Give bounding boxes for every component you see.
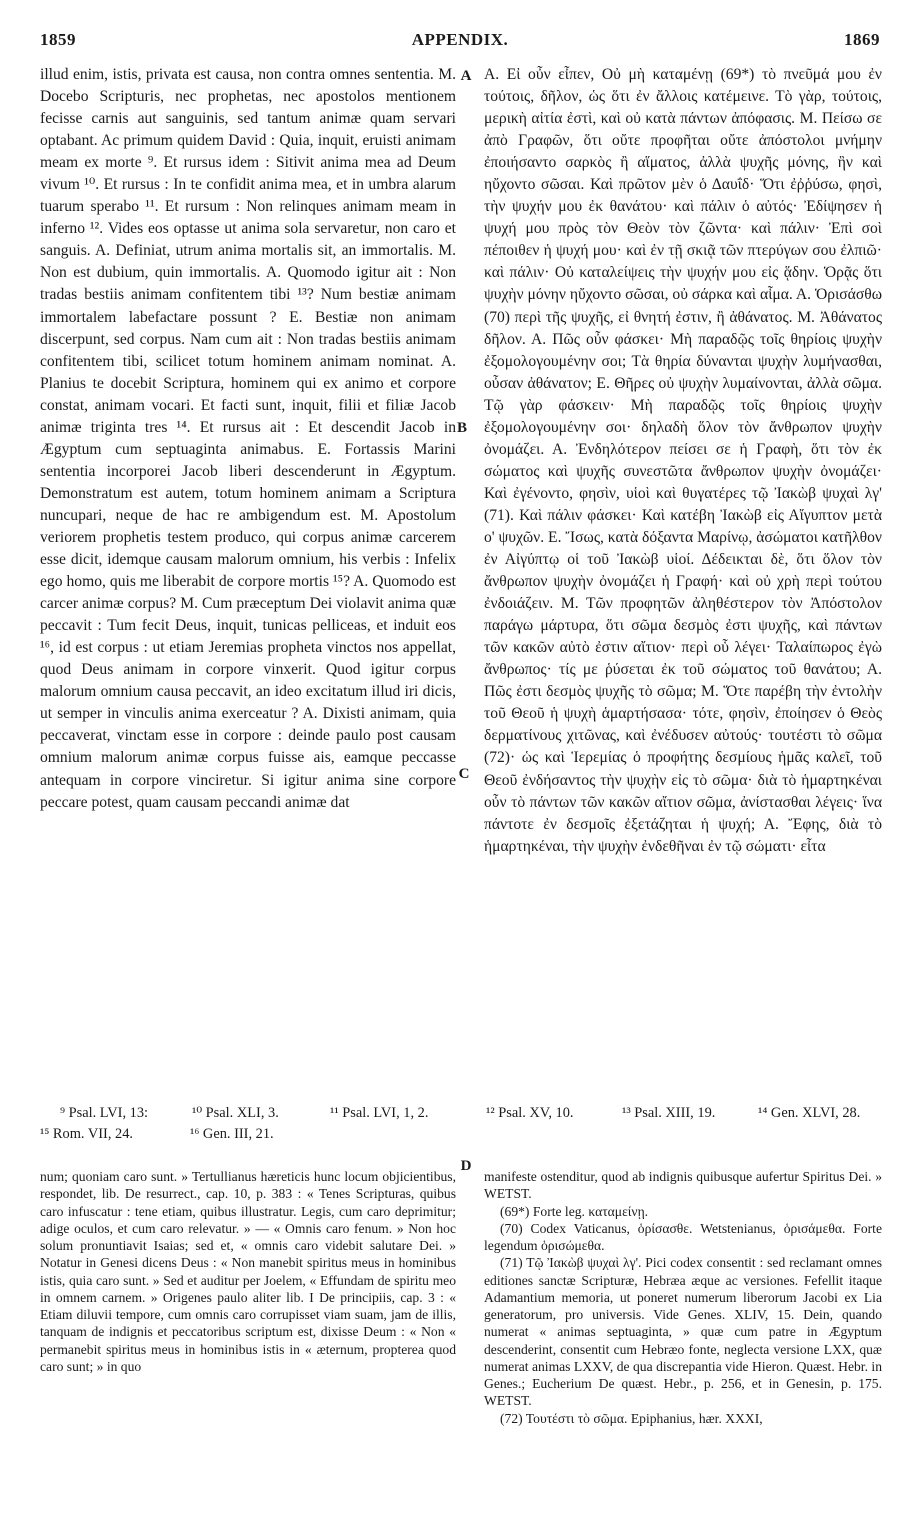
margin-letter-b: B bbox=[456, 420, 467, 436]
note-69: (69*) Forte leg. καταμείνῃ. bbox=[500, 1203, 649, 1219]
latin-text: illud enim, istis, privata est causa, non contra omnes sententia. M. Docebo Scripturis, nec prophetas, nec apostolos mentionem fecisse carnis aut sanguinis, sed tantum animæ quam servari optabant. Ac primum quidem David : Quia, inquit, eruisti animam meam ex morte ⁹. Et rursus idem : Sitivit anima mea ad Deum vivum ¹⁰. Et rursus : In te confidit anima mea, et in umbra alarum tuarum sperabo ¹¹. Et rursum : Non relinques animam meam in inferno ¹². Vides eos optasse ut anima sola servaretur, non caro et sanguis. A. Definiat, utrum anima mortalis sit, an immortalis. M. Non est dubium, quin immortalis. A. Quomodo igitur ait : Non tradas bestiis animam confitentem tibi ¹³? Num bestiæ animam immortalem labefactare possunt ? E. Bestiæ non animam discerpunt, sed corpus. Nam cum ait : Non tradas bestiis animam confitentem tibi, scilicet totum hominem animam nominat. A. Planius te docebit Scriptura, hominem qui ex animo et corpore constat, animam vocari. Et facti sunt, inquit, filii et filiæ Jacob animæ triginta tres ¹⁴. Et rursus ait : Et descendit Jacob in Ægyptum cum septuaginta animabus. E. Fortassis Marini sententia incorporei Jacob liberi descenderunt in Ægyptum. Demonstratum est autem, totum hominem animam a Scriptura nuncupari, neque de hac re ambigendum est. M. Apostolum veriorem prophetis testem produco, qui corpus animæ carcerem esse dicit, idemque causam malorum omnium, his verbis : Infelix ego homo, quis me liberabit de corpore mortis ¹⁵? A. Quomodo est carcer animæ corpus? M. Cum præceptum Dei violavit anima quæ peccavit : Tum fecit Deus, inquit, tunicas pelliceas, et induit eos ¹⁶, id est corpus : ut etiam Jeremias propheta vinctos nos appellat, quod Deus animam in corpore vinxerit. Quod igitur corpus malorum omnium causa peccavit, an ideo excitatum illud iri dicis, ut semper in vinculis anima exerceatur ? A. Dixisti animam, quia peccaverat, vinctam esse in corpore : deinde paulo post causam omnium malorum animæ corpus fuisse ais, eamque peccasse antequam in corpore vinciretur. Si igitur anima sine corpore peccare potest, quam causam peccandi animæ dat bbox=[40, 66, 456, 811]
running-title: APPENDIX. bbox=[411, 30, 509, 49]
greek-column bbox=[484, 64, 882, 1092]
note-continuation: manifeste ostenditur, quod ab indignis quibusque aufertur Spiritus Dei. » WETST. bbox=[484, 1169, 882, 1202]
footnote-16: ¹⁶ Gen. III, 21. bbox=[190, 1126, 274, 1142]
footnote-15: ¹⁵ Rom. VII, 24. bbox=[40, 1126, 134, 1142]
footnote-12: ¹² Psal. XV, 10. bbox=[486, 1105, 574, 1121]
margin-letter-d: D bbox=[460, 1158, 472, 1174]
page-number-left: 1859 bbox=[40, 30, 76, 49]
greek-text: A. Εἰ οὖν εἶπεν, Οὐ μὴ καταμένῃ (69*) τὸ πνεῦμά μου ἐν τούτοις, δῆλον, ὡς ὅτι ἐν ἄλλοις κατέμεινε. Τὸ γὰρ, τούτοις, μερικὴ αἰτία ἐστὶ, καὶ οὐ κατὰ πάντων ἀπόφασις. Μ. Πείσω σε ἀπὸ Γραφῶν, ὅτι οὔτε προφῆται οὔτε ἀπόστολοι μνήμην ἐποιήσαντο σαρκὸς ἢ αἵματος, ἀλλὰ ψυχῆς μόνης, ἣν καὶ ηὔχοντο σῶσαι. Καὶ πρῶτον μὲν ὁ Δαυΐδ· Ὅτι ἐῤῥύσω, φησὶ, τὴν ψυχήν μου ἐκ θανάτου· καὶ πάλιν ὁ αὐτός· Ἐδίψησεν ἡ ψυχή μου πρὸς τὸν Θεὸν τὸν ζῶντα· καὶ πάλιν· Ἐπὶ σοὶ πέποιθεν ἡ ψυχή μου· καὶ ἐν τῇ σκιᾷ τῶν πτερύγων σου ἐλπιῶ· καὶ πάλιν· Οὐ καταλείψεις τὴν ψυχήν μου εἰς ᾅδην. Ὁρᾷς ὅτι ψυχὴν μόνην ηὔχοντο σῶσαι, οὐ σάρκα καὶ αἷμα. Α. Ὁρισάσθω (70) περὶ τῆς ψυχῆς, εἰ θνητή ἐστιν, ἢ ἀθάνατος. Μ. Ἀθάνατος δῆλον. Α. Πῶς οὖν φάσκει· Μὴ παραδῷς τοῖς θηρίοις ψυχὴν ἐξομολογουμένην σοι; Τὰ θηρία δύνανται ψυχὴν λυμήνασθαι, οὖσαν ἀθάνατον; Ε. Θῆρες οὐ ψυχὴν λυμαίνονται, ἀλλὰ σῶμα. Τῷ γὰρ φάσκειν· Μὴ παραδῷς τοῖς θηρίοις ψυχὴν ἐξομολογουμένην σοι· δηλαδὴ ὅλον τὸν ἄνθρωπον ψυχὴν ὀνομάζει. Α. Ἐνδηλότερον πείσει σε ἡ Γραφὴ, ὅτι τὸν ἐκ σώματος καὶ ψυχῆς συνεστῶτα ἄνθρωπον ψυχὴν ὀνομάζει· Καὶ ἐγένοντο, φησὶν, υἱοὶ καὶ θυγατέρες τῷ Ἰακὼβ ψυχαὶ λγ' (71). Καὶ πάλιν φάσκει· Καὶ κατέβη Ἰακὼβ εἰς Αἴγυπτον μετὰ ο' ψυχῶν. Ε. Ἴσως, κατὰ δόξαντα Μαρίνῳ, ἀσώματοι κατῆλθον ἐν Αἰγύπτῳ οἱ τοῦ Ἰακὼβ υἱοί. Δέδεικται δὲ, ὅτι ὅλον τὸν ἄνθρωπον ψυχὴν ὀνομάζει ἡ Γραφή· καὶ οὐ χρὴ περὶ τούτου ἐνδοιάζειν. Μ. Τῶν προφητῶν ἀληθέστερον τὸν Ἀπόστολον παράγω μάρτυρα, ὅτι σῶμα δεσμὸς ἐστι ψυχῆς, καὶ πάντων τῶν κακῶν αὐτὸ ἐστιν αἴτιον· περὶ οὗ λέγει· Ταλαίπωρος ἐγὼ ἄνθρωπος· τίς με ῥύσεται ἐκ τοῦ σώματος τοῦ θανάτου; Α. Πῶς ἐστι δεσμὸς ψυχῆς τὸ σῶμα; Μ. Ὅτε παρέβη τὴν ἐντολὴν τοῦ Θεοῦ ἡ ψυχὴ ἁμαρτήσασα· τότε, φησὶν, ἐποίησεν ὁ Θεὸς δερματίνους χιτῶνας, καὶ ἐνέδυσεν αὐτούς· τουτέστι τὸ σῶμα (72)· ὡς καὶ Ἱερεμίας ὁ προφήτης δεσμίους ἡμᾶς καλεῖ, τοῦ Θεοῦ ἐνδήσαντος τὴν ψυχὴν εἰς τὸ σῶμα· διὰ τὸ ἡμαρτηκέναι οὖν τὸ πάντων τῶν κακῶν αἴτιον σῶμα, ἀνίστασθαι λέγεις· ἵνα πάντοτε ἐν δεσμοῖς ἐξετάζηται ἡ ψυχή; Α. Ἔφης, διὰ τὸ ἡμαρτηκέναι, τὴν ψυχὴν ἐνδεθῆναι ἐν τῷ σώματι· εἶτα bbox=[484, 66, 882, 855]
note-72: (72) Τουτέστι τὸ σῶμα. Epiphanius, hær. XXXI, bbox=[500, 1410, 763, 1426]
footnote-13: ¹³ Psal. XIII, 19. bbox=[622, 1105, 716, 1121]
footnote-10: ¹⁰ Psal. XLI, 3. bbox=[192, 1105, 279, 1121]
footnote-11: ¹¹ Psal. LVI, 1, 2. bbox=[330, 1105, 429, 1121]
footnote-14: ¹⁴ Gen. XLVI, 28. bbox=[758, 1105, 861, 1121]
notes-right-column bbox=[484, 1168, 882, 1528]
page-header bbox=[40, 30, 880, 56]
latin-column bbox=[40, 64, 456, 1092]
page-number-right: 1869 bbox=[844, 30, 880, 49]
footnote-9: ⁹ Psal. LVI, 13: bbox=[60, 1105, 149, 1121]
note-71: (71) Τῷ Ἰακὼβ ψυχαὶ λγ'. Pici codex consentit : sed reclamant omnes editiones sanctæ Scripturæ, Hebræa æque ac versiones. Fefellit itaque Adamantium memoria, ut poneret numerum liberorum Jacobi ex Lia generatorum, pro universis. Vide Genes. XLIV, 15. Dein, quando numerat « animas septuaginta, » quæ cum patre in Ægyptum descenderint, consentit cum Hebræo fonte, neglecta versione LXX, quæ numerat animas LXXV, de qua discrepantia vide Hieron. Quæst. Hebr. in Genes.; Eucherium De quæst. Hebr., p. 256, et in Genesin, p. 175. WETST. bbox=[484, 1255, 882, 1409]
margin-letter-a: A bbox=[460, 68, 472, 84]
margin-letter-c: C bbox=[458, 766, 470, 782]
note-70: (70) Codex Vaticanus, ὁρίσασθε. Wetstenianus, ὁρισάμεθα. Forte legendum ὁρισώμεθα. bbox=[484, 1220, 882, 1253]
note-left-text: num; quoniam caro sunt. » Tertullianus hæreticis hunc locum objicientibus, respondet, lib. De resurrect., cap. 10, p. 383 : « Tenes Scripturas, quibus caro infuscatur : tene etiam, quibus illustratur. Legis, cum caro deprimitur; adige oculos, et cum caro relevatur. » — « Omnis caro fenum. » Non hoc solum pronuntiavit Isaias; sed et, « omnis caro videbit salutare Dei. » Notatur in Genesi dicens Deus : « Non manebit spiritus meus in hominibus istis, quia caro sunt. » Sed et auditur per Joelem, « Effundam de spiritu meo in omnem carnem. » Origenes paulo aliter lib. I De principiis, cap. 3 : « Etiam diluvii tempore, cum omnis caro corrupisset viam suam, jam de illis, tanquam de indignis et peccatoribus scriptum est, dixisse Deum : « Non « permanebit spiritus meus in hominibus istis in « æternum, propterea quod caro sunt; » in quo bbox=[40, 1169, 456, 1374]
notes-left-column bbox=[40, 1168, 456, 1528]
